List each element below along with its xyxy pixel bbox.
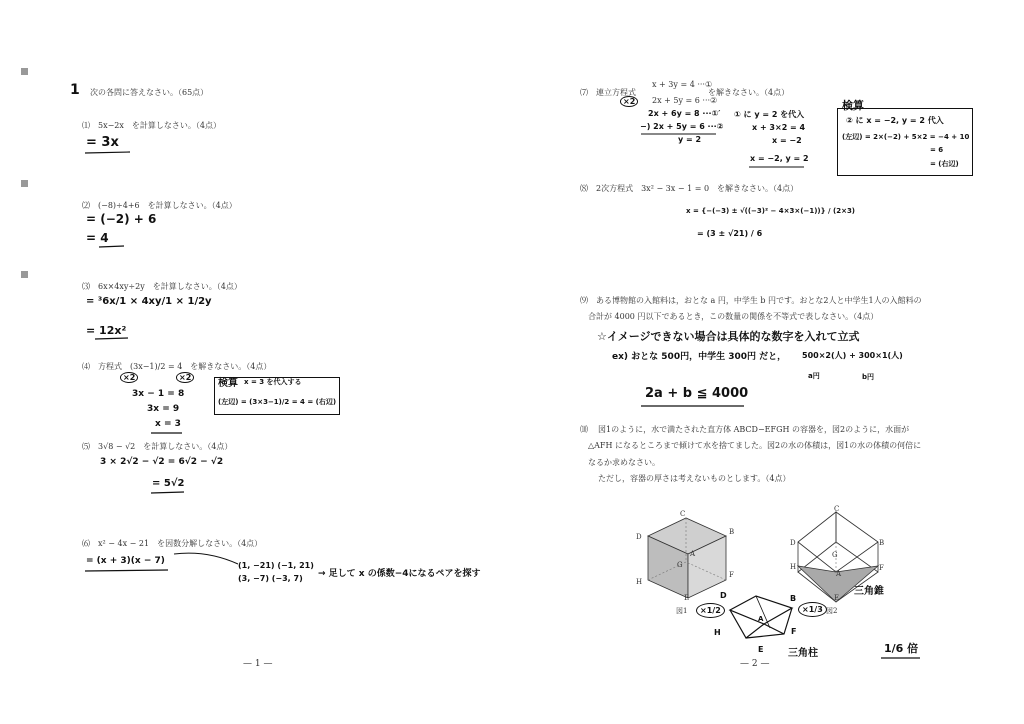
q7-eq2: 2x + 5y = 6 ···② [652,96,718,105]
fig1-vertex-d: D [636,533,642,541]
q7-work1: 2x + 6y = 8 ···①′ [648,109,721,118]
q4-step1: 3x − 1 = 8 [132,389,185,399]
margin-mark-3 [21,271,28,278]
q9-answer: 2a + b ≦ 4000 [645,386,749,401]
q8-line1: x = {−(−3) ± √((−3)² − 4×3×(−1))} / (2×3) [686,207,856,215]
q7-sub3: x = −2 [772,136,802,145]
times-half-circle: ×1/2 [696,603,725,618]
fig1-vertex-e: E [684,594,690,602]
q6-text: x² − 4x − 21 を因数分解しなさい。（4点） [98,539,263,548]
page2-footer: — 2 — [740,659,770,669]
q7-answer-underline [748,165,808,169]
q4-check-title: 検算 [218,378,238,389]
prism-vertex-e: E [758,645,764,654]
q1-label: ⑴ [82,121,90,130]
q1-underline [84,150,134,156]
q7-check1: ② に x = −2, y = 2 代入 [846,116,944,125]
prism-vertex-d: D [720,591,727,600]
q9-label: ⑼ [580,296,588,305]
q2-line2: = 4 [86,231,109,245]
q3-line2: = 12x² [86,324,127,337]
fig2-vertex-e: E [834,594,840,602]
q10-answer: 1/6 倍 [884,642,919,655]
fig2-vertex-d: D [790,539,796,547]
q2-underline [98,244,128,250]
q7-text-suffix: を解きなさい。（4点） [708,88,790,97]
q7-text-prefix: 連立方程式 [596,88,636,97]
q4-label: ⑷ [82,362,90,371]
prism-vertex-h: H [714,628,721,637]
q7-check-title: 検算 [842,99,864,112]
fig1-vertex-b: B [729,528,735,536]
q9-answer-underline [640,404,750,408]
q7-sub1: ① に y = 2 を代入 [734,110,805,119]
fig1-vertex-f: F [729,571,734,579]
q3-text: 6x×4xy÷2y を計算しなさい。（4点） [98,282,242,291]
q9-example: ex) おとな 500円，中学生 300円 だと， [612,352,787,362]
q10-text1: 図1のように，水で満たされた直方体 ABCD−EFGH の容器を，図2のように，水面が [598,425,910,434]
page1-footer: — 1 — [243,659,273,669]
q9-expr: 500×2(人) + 300×1(人) [802,351,903,360]
q4-step2: 3x = 9 [147,404,180,414]
prism-vertex-a: A [758,615,764,623]
q9-hint: ☆イメージできない場合は具体的な数字を入れて立式 [597,330,860,343]
q7-check4: = (右辺) [930,160,959,168]
fig2-vertex-c: C [834,505,840,513]
figure1-label: 図1 [676,607,688,615]
q2-line1: = (−2) + 6 [86,212,157,226]
q8-label: ⑻ [580,184,588,193]
q3-underline [94,336,134,342]
q4-text: 方程式 (3x−1)/2 = 4 を解きなさい。（4点） [98,362,272,371]
q7-check3: = 6 [930,146,944,154]
q7-answer: x = −2, y = 2 [750,154,809,163]
fig2-vertex-a: A [836,570,842,578]
fig1-vertex-h: H [636,578,643,586]
q2-text: (−8)÷4+6 を計算しなさい。（4点） [98,201,237,210]
q4-mult-right: ×2 [176,372,194,383]
q4-underline [150,431,185,435]
q2-label: ⑵ [82,201,90,210]
section-number: 1 [70,82,80,98]
prism-label: 三角柱 [788,648,818,659]
q6-underline [84,568,174,574]
q5-text: 3√8 − √2 を計算しなさい。（4点） [98,442,233,451]
q7-mult: ×2 [620,96,638,107]
q4-check-calc: (左辺) = (3×3−1)/2 = 4 = (右辺) [218,398,337,406]
q10-text4: ただし，容器の厚さは考えないものとします。（4点） [598,474,791,483]
times-third-circle: ×1/3 [798,602,827,617]
fig2-vertex-g: G [832,551,838,559]
q6-pairs1: (1, −21) (−1, 21) [238,561,314,570]
q8-line2: = (3 ± √21) / 6 [697,229,763,238]
prism-vertex-f: F [791,627,797,636]
fig1-vertex-a: A [690,550,696,558]
q3-label: ⑶ [82,282,90,291]
q3-line1: = ³6x/1 × 4xy/1 × 1/2y [86,296,212,307]
margin-mark-2 [21,180,28,187]
q6-answer: = (x + 3)(x − 7) [86,556,165,566]
margin-mark-1 [21,68,28,75]
fig2-vertex-h: H [790,563,797,571]
q6-pairs2: (3, −7) (−3, 7) [238,574,303,583]
section-title: 次の各問に答えなさい。（65点） [90,88,209,97]
q1-answer: = 3x [86,135,119,150]
q4-step3: x = 3 [155,419,181,429]
fig2-vertex-f: F [879,564,884,572]
fig1-vertex-c: C [680,510,686,518]
q7-check2: (左辺) = 2×(−2) + 5×2 = −4 + 10 [842,133,970,141]
prism-vertex-b: B [790,594,797,603]
pyramid-label: 三角錐 [854,586,884,597]
q7-sub2: x + 3×2 = 4 [752,123,806,132]
q10-label: ⑽ [580,425,588,434]
q6-label: ⑹ [82,539,90,548]
q6-note: → 足して x の係数−4になるペアを探す [318,569,481,579]
q5-underline [150,490,190,496]
q5-line1: 3 × 2√2 − √2 = 6√2 − √2 [100,457,224,467]
q6-arrow [172,550,242,570]
figure2-label: 図2 [826,607,838,615]
q7-work3: y = 2 [678,135,702,144]
q1-text: 5x−2x を計算しなさい。（4点） [98,121,221,130]
fig2-vertex-b: B [879,539,885,547]
q7-label: ⑺ [580,88,588,97]
q9-a-label: a円 [808,372,820,380]
q5-line2: = 5√2 [152,478,185,489]
q4-check-cond: x = 3 を代入する [244,378,302,386]
q9-text2: 合計が 4000 円以下であるとき，この数量の関係を不等式で表しなさい。（4点） [588,312,879,321]
q5-label: ⑸ [82,442,90,451]
q10-text2: △AFH になるところまで傾けて水を捨てました。図2の水の体積は，図1の水の体積の何倍に [588,441,922,450]
q10-text3: なるか求めなさい。 [588,458,660,467]
q4-mult-left: ×2 [120,372,138,383]
q10-answer-underline [880,656,924,660]
q7-eq1: x + 3y = 4 ···① [652,80,713,89]
q8-text: 2次方程式 3x² − 3x − 1 = 0 を解きなさい。（4点） [596,184,799,193]
q7-work2: −) 2x + 5y = 6 ···② [640,122,724,131]
q9-text1: ある博物館の入館料は，おとな a 円，中学生 b 円です。おとな2人と中学生1人の入館料の [596,296,922,305]
q9-b-label: b円 [862,373,875,381]
fig1-vertex-g: G [677,561,683,569]
